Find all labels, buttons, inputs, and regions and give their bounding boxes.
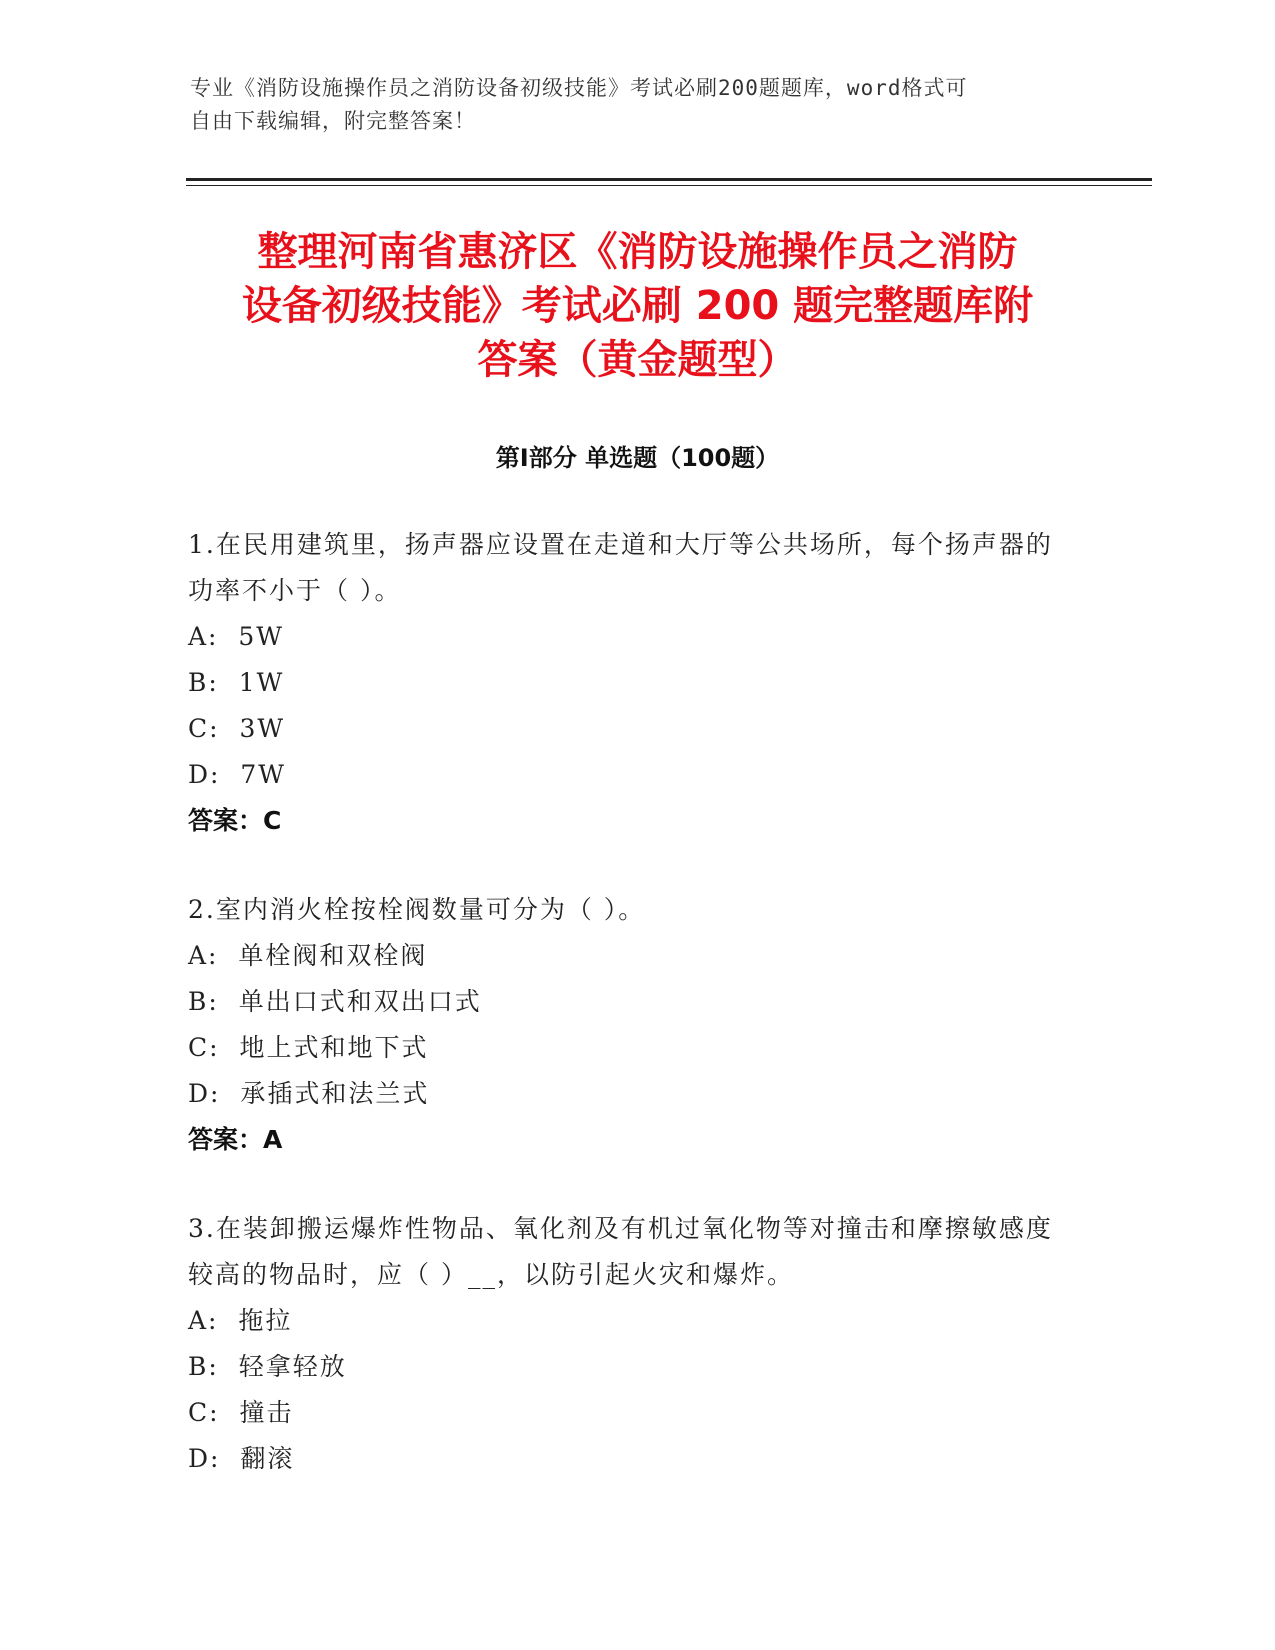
- option-b: B: 1W: [188, 668, 285, 697]
- header-note: [190, 72, 1070, 138]
- option-a: A: 单栓阀和双栓阀: [188, 941, 428, 970]
- option-c: C: 3W: [188, 714, 286, 743]
- question-stem: 1.在民用建筑里，扬声器应设置在走道和大厅等公共场所，每个扬声器的功率不小于（ ）。: [188, 530, 1053, 605]
- answer: 答案：A: [188, 1125, 283, 1154]
- section-title: 第Ⅰ部分 单选题（100题）: [495, 444, 780, 472]
- option-d: D: 7W: [188, 760, 286, 789]
- header-divider-thick: [186, 178, 1152, 181]
- option-a: A: 拖拉: [188, 1306, 293, 1335]
- option-c: C: 撞击: [188, 1398, 294, 1427]
- option-a: A: 5W: [188, 622, 284, 651]
- option-b: B: 单出口式和双出口式: [188, 987, 482, 1016]
- question-2: [188, 887, 1068, 1163]
- option-d: D: 翻滚: [188, 1444, 295, 1473]
- question-1: [188, 522, 1068, 844]
- question-stem: 3.在装卸搬运爆炸性物品、氧化剂及有机过氧化物等对撞击和摩擦敏感度较高的物品时，应（ ）__，以防引起火灾和爆炸。: [188, 1214, 1053, 1289]
- header-note-line-1: 专业《消防设施操作员之消防设备初级技能》考试必刷200题题库，word格式可: [190, 76, 968, 100]
- header-divider-thin: [186, 185, 1152, 186]
- header-note-line-2: 自由下载编辑，附完整答案！: [190, 109, 476, 133]
- question-3: [188, 1206, 1068, 1482]
- option-d: D: 承插式和法兰式: [188, 1079, 430, 1108]
- document-title-line-3: 答案（黄金题型）: [477, 337, 798, 383]
- answer: 答案：C: [188, 806, 282, 835]
- question-stem: 2.室内消火栓按栓阀数量可分为（ ）。: [188, 895, 646, 924]
- document-title: [190, 225, 1085, 387]
- document-title-line-2: 设备初级技能》考试必刷 200 题完整题库附: [241, 283, 1034, 329]
- document-title-line-1: 整理河南省惠济区《消防设施操作员之消防: [257, 229, 1018, 275]
- option-b: B: 轻拿轻放: [188, 1352, 347, 1381]
- option-c: C: 地上式和地下式: [188, 1033, 429, 1062]
